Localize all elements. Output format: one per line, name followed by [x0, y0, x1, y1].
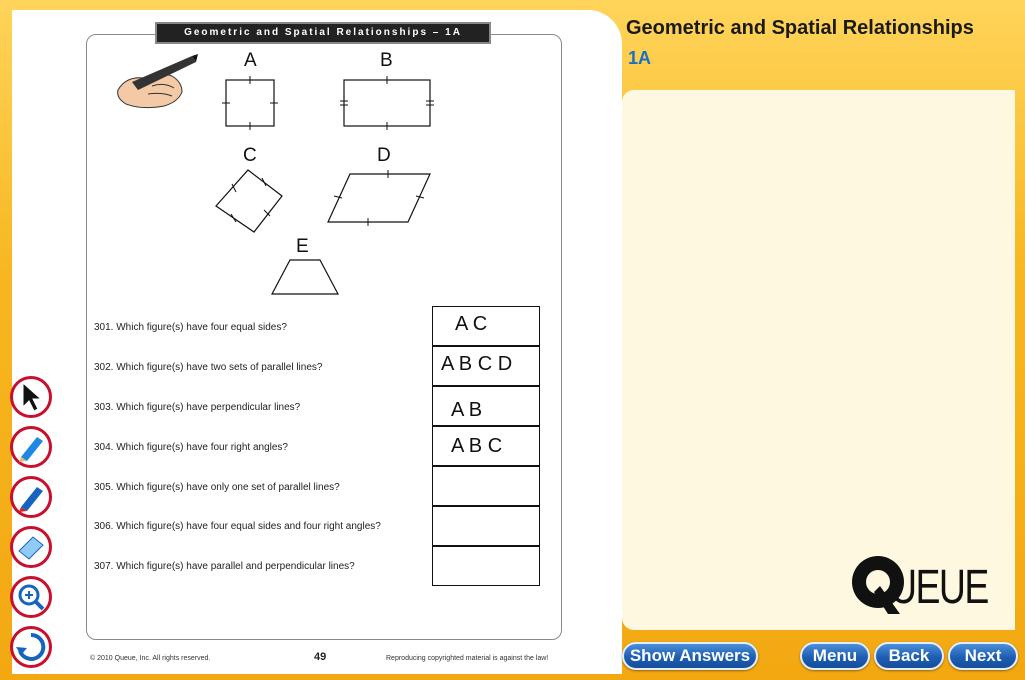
- refresh-icon: [15, 631, 47, 663]
- answer-box-302[interactable]: [432, 346, 540, 386]
- copyright-footer: © 2010 Queue, Inc. All rights reserved.: [90, 655, 211, 662]
- zoom-tool-button[interactable]: [10, 576, 52, 618]
- worksheet-title: Geometric and Spatial Relationships – 1A: [155, 22, 491, 44]
- figure-e-trapezoid: [268, 256, 342, 298]
- eraser-tool-button[interactable]: [10, 526, 52, 568]
- zoom-in-icon: [15, 581, 47, 613]
- figure-d-parallelogram: [324, 170, 434, 226]
- back-button[interactable]: Back: [874, 642, 944, 670]
- answer-text: A C: [455, 313, 488, 335]
- answer-text: A B: [451, 399, 483, 421]
- panel-subtitle: 1A: [628, 48, 652, 68]
- figure-c-rhombus-square: [210, 166, 286, 238]
- next-button[interactable]: Next: [948, 642, 1018, 670]
- question-302: 302. Which figure(s) have two sets of parallel lines?: [94, 362, 323, 373]
- question-305: 305. Which figure(s) have only one set of parallel lines?: [94, 482, 340, 493]
- answer-box-303[interactable]: [432, 386, 540, 426]
- answer-box-307[interactable]: [432, 546, 540, 586]
- figure-a-square: [222, 76, 278, 130]
- pointer-icon: [15, 381, 47, 413]
- page-number: 49: [314, 651, 327, 663]
- question-303: 303. Which figure(s) have perpendicular lines?: [94, 402, 301, 413]
- writing-hand-icon: [112, 52, 198, 114]
- marker-icon: [15, 481, 47, 513]
- figure-label-c: C: [243, 145, 257, 166]
- question-306: 306. Which figure(s) have four equal sides and four right angles?: [94, 521, 381, 532]
- queue-logo-text: UEUE: [890, 561, 988, 614]
- pencil-icon: [15, 431, 47, 463]
- answer-panel: [622, 90, 1015, 630]
- figure-b-rectangle: [338, 76, 436, 130]
- figure-label-b: B: [380, 50, 393, 71]
- answer-text: A B C: [451, 435, 503, 457]
- pencil-tool-button[interactable]: [10, 426, 52, 468]
- copyright-warning: Reproducing copyrighted material is against the law!: [386, 655, 549, 662]
- panel-title: Geometric and Spatial Relationships: [626, 17, 974, 39]
- question-301: 301. Which figure(s) have four equal sides?: [94, 322, 287, 333]
- figure-label-e: E: [296, 236, 309, 257]
- pointer-tool-button[interactable]: [10, 376, 52, 418]
- eraser-icon: [15, 531, 47, 563]
- answer-box-305[interactable]: [432, 466, 540, 506]
- question-307: 307. Which figure(s) have parallel and perpendicular lines?: [94, 561, 355, 572]
- question-304: 304. Which figure(s) have four right angles?: [94, 442, 288, 453]
- menu-button[interactable]: Menu: [800, 642, 870, 670]
- figure-label-a: A: [244, 50, 257, 71]
- figure-label-d: D: [377, 145, 391, 166]
- answer-box-306[interactable]: [432, 506, 540, 546]
- show-answers-button[interactable]: Show Answers: [622, 642, 758, 670]
- answer-text: A B C D: [441, 353, 513, 375]
- marker-tool-button[interactable]: [10, 476, 52, 518]
- answer-box-304[interactable]: [432, 426, 540, 466]
- answer-box-301[interactable]: [432, 306, 540, 346]
- reset-tool-button[interactable]: [10, 626, 52, 668]
